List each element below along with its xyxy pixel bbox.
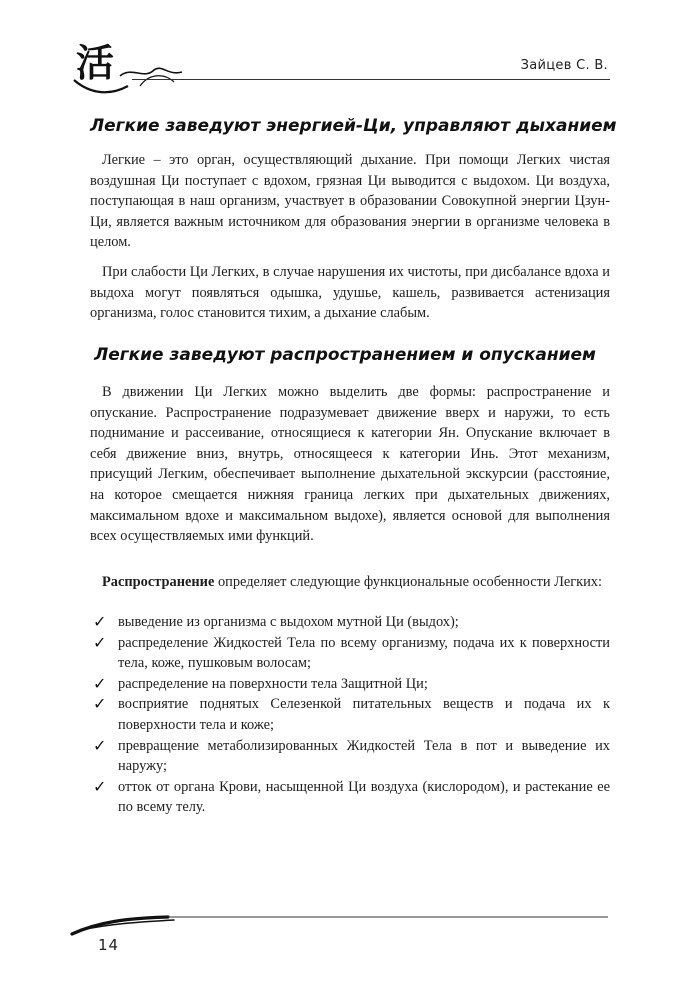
- list-intro-rest: определяет следующие функциональные особенности Легких:: [214, 574, 603, 590]
- list-item-text: выведение из организма с выдохом мутной Ци (выдох);: [118, 614, 459, 630]
- list-item-text: превращение метаболизированных Жидкостей Тела в пот и выведение их наружу;: [118, 737, 610, 775]
- check-icon: ✓: [93, 776, 107, 796]
- list-item-text: отток от органа Крови, насыщенной Ци воздуха (кислородом), и растекание ее по всему телу.: [118, 778, 610, 816]
- section-title-1: Легкие заведуют энергией-Ци, управляют дыханием: [90, 116, 617, 136]
- check-icon: ✓: [93, 694, 107, 714]
- check-icon: ✓: [93, 673, 107, 693]
- paragraph-2: При слабости Ци Легких, в случае нарушения их чистоты, при дисбалансе вдоха и выдоха могут появляться одышка, удушье, кашель, развивается астенизация организма, голос становится тихим, а дыхание слабым.: [90, 264, 610, 322]
- list-item-text: восприятие поднятых Селезенкой питательных веществ и подача их к поверхности тела и коже;: [118, 696, 610, 733]
- calligraphy-logo: [70, 36, 210, 98]
- list-item: [90, 674, 610, 695]
- list-item: [90, 612, 610, 633]
- function-list: [90, 612, 610, 818]
- section-title-2: Легкие заведуют распространением и опусканием: [94, 345, 596, 365]
- list-item: [90, 736, 610, 777]
- list-item-text: распределение Жидкостей Тела по всему организму, подача их к поверхности тела, коже, пушковым волосам;: [118, 634, 610, 672]
- footer-swoosh: [68, 906, 610, 940]
- list-item: [90, 694, 610, 735]
- header-rule: [132, 79, 610, 80]
- list-item: [90, 633, 610, 674]
- list-intro: [90, 572, 610, 593]
- check-icon: ✓: [93, 735, 107, 755]
- list-item: [90, 777, 610, 818]
- check-icon: ✓: [93, 612, 107, 631]
- page-number: 14: [98, 936, 120, 954]
- list-item-text: распределение на поверхности тела Защитной Ци;: [118, 675, 428, 692]
- check-icon: ✓: [93, 632, 107, 652]
- paragraph-3: В движении Ци Легких можно выделить две формы: распространение и опускание. Распространение подразумевает движение вверх и наружи, то есть поднимание и рассеивание, относящиеся к категории Ян. Опускание включает в себя движение вниз, внутрь, относящееся к категории Инь. Этот механизм, присущий Легким, обеспечивает выполнение дыхательной экскурсии (расстояние, на которое смещается нижняя граница легких при дыхательных движениях, максимальном вдохе и максимальном выдохе), является основой для выполнения всех осуществляемых ими функций.: [90, 384, 610, 545]
- logo-glyph: 活: [76, 40, 115, 85]
- header-author: Зайцев С. В.: [520, 58, 608, 73]
- list-intro-bold: Распространение: [102, 574, 215, 590]
- paragraph-1: Легкие – это орган, осуществляющий дыхание. При помощи Легких чистая воздушная Ци поступает с вдохом, грязная Ци выводится с выдохом. Ци воздуха, поступающая в наш организм, участвует в образовании Совокупной энергии Цзун-Ци, является важным источником для образования энергии в организме человека в целом.: [90, 152, 610, 251]
